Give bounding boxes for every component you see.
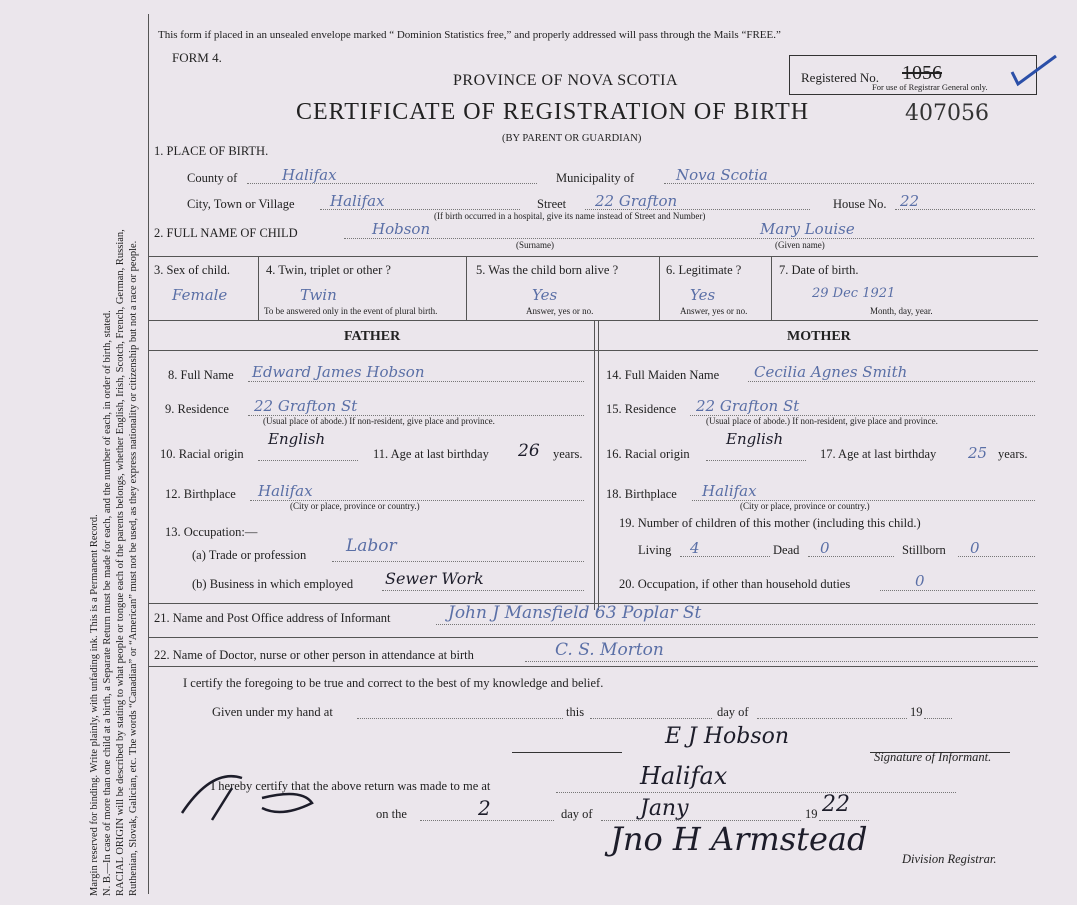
- full-name-line: [344, 238, 1034, 239]
- business-label: (b) Business in which employed: [192, 577, 354, 591]
- municipality-label: Municipality of: [556, 171, 635, 185]
- alive-label: 5. Was the child born alive ?: [476, 263, 619, 277]
- father-age-years: years.: [553, 447, 583, 461]
- dead-label: Dead: [773, 543, 800, 557]
- registration-year: 22: [822, 792, 850, 817]
- informant-signature-caption: Signature of Informant.: [874, 750, 992, 764]
- mother-race-value: English: [726, 430, 784, 448]
- county-label: County of: [187, 171, 238, 185]
- registrar-signature: Jno H Armstead: [610, 820, 868, 858]
- parents-divider: [594, 320, 595, 610]
- alive-note: Answer, yes or no.: [526, 306, 594, 316]
- surname-caption: (Surname): [516, 240, 554, 250]
- city-label: City, Town or Village: [187, 197, 295, 211]
- margin-rule: [148, 14, 149, 894]
- legitimate-note: Answer, yes or no.: [680, 306, 748, 316]
- trade-value: Labor: [346, 536, 397, 556]
- side-line-4: Ruthenian, Slovak, Galician, etc. The words “Canadian” or “American” must not be used, as they express nationality or citizenship but not a race or people.: [128, 240, 139, 896]
- mother-name-label: 14. Full Maiden Name: [606, 368, 720, 382]
- province-heading: PROVINCE OF NOVA SCOTIA: [453, 72, 679, 89]
- this-line: [590, 718, 712, 719]
- mother-birthplace-label: 18. Birthplace: [606, 487, 677, 501]
- sex-label: 3. Sex of child.: [154, 263, 231, 277]
- day-of-line: [757, 718, 907, 719]
- father-name-line: [248, 381, 584, 382]
- doctor-line: [525, 661, 1035, 662]
- mother-birthplace-note: (City or place, province or country.): [740, 501, 870, 511]
- division-registrar-caption: Division Registrar.: [902, 852, 997, 866]
- side-line-3: RACIAL ORIGIN will be described by stating to what people or tongue each of the parents belongs, whether English, Irish, Scotch, French, German, Russian,: [115, 229, 126, 896]
- grid-divider-4: [771, 256, 772, 320]
- hereby-line: [556, 792, 956, 793]
- on-the-line: [420, 820, 554, 821]
- registrar-initials-icon: [172, 758, 332, 830]
- hospital-note: (If birth occurred in a hospital, give its name instead of Street and Number): [434, 211, 706, 221]
- given-hand-label: Given under my hand at: [212, 705, 333, 719]
- mother-age-years: years.: [998, 447, 1028, 461]
- mother-residence-value: 22 Grafton St: [696, 397, 800, 415]
- mother-name-line: [748, 381, 1035, 382]
- house-label: House No.: [833, 197, 887, 211]
- registered-note: For use of Registrar General only.: [872, 82, 988, 92]
- rule-parents-top: [148, 320, 1038, 321]
- rule-parents-header: [148, 350, 1038, 351]
- father-age-label: 11. Age at last birthday: [373, 447, 489, 461]
- legitimate-value: Yes: [690, 286, 716, 304]
- children-label: 19. Number of children of this mother (including this child.): [619, 516, 921, 530]
- father-race-line: [258, 460, 358, 461]
- mail-notice: This form if placed in an unsealed envelope marked “ Dominion Statistics free,” and properly addressed will pass through the Mails “FREE.”: [158, 29, 781, 41]
- mother-occupation-line: [880, 590, 1035, 591]
- dob-value: 29 Dec 1921: [812, 286, 896, 301]
- mother-residence-note: (Usual place of abode.) If non-resident, give place and province.: [706, 416, 938, 426]
- surname-value: Hobson: [372, 220, 431, 238]
- father-heading: FATHER: [344, 329, 401, 344]
- mother-race-line: [706, 460, 806, 461]
- checkmark-icon: [1008, 52, 1060, 92]
- twin-note: To be answered only in the event of plural birth.: [264, 306, 438, 316]
- grid-divider-1: [258, 256, 259, 320]
- grid-divider-2: [466, 256, 467, 320]
- alive-value: Yes: [532, 286, 558, 304]
- side-margin-text: [88, 36, 140, 896]
- occupation-label: 13. Occupation:—: [165, 525, 258, 539]
- doctor-label: 22. Name of Doctor, nurse or other person in attendance at birth: [154, 648, 474, 662]
- father-age-value: 26: [518, 441, 540, 461]
- informant-label: 21. Name and Post Office address of Informant: [154, 611, 391, 625]
- form-number: FORM 4.: [172, 50, 222, 65]
- side-margin: [74, 0, 154, 905]
- father-race-label: 10. Racial origin: [160, 447, 244, 461]
- side-line-2: N. B.—In case of more than one child at a birth, a Separate Return must be made for each, and the number of each, in order of birth, stated.: [102, 310, 113, 896]
- day-of-label: day of: [717, 705, 749, 719]
- title-number: 407056: [905, 101, 989, 126]
- municipality-value: Nova Scotia: [676, 166, 768, 184]
- mother-heading: MOTHER: [787, 329, 851, 344]
- given-name-value: Mary Louise: [760, 220, 855, 238]
- doctor-value: C. S. Morton: [555, 640, 664, 660]
- father-birthplace-note: (City or place, province or country.): [290, 501, 420, 511]
- stillborn-label: Stillborn: [902, 543, 946, 557]
- given-name-caption: (Given name): [775, 240, 825, 250]
- hereby-label: I hereby certify that the above return was made to me at: [211, 779, 491, 793]
- mother-occupation-label: 20. Occupation, if other than household duties: [619, 577, 851, 591]
- this-label: this: [566, 705, 585, 719]
- stillborn-value: 0: [970, 539, 980, 557]
- trade-line: [332, 561, 584, 562]
- county-value: Halifax: [282, 166, 337, 184]
- registered-label: Registered No.: [801, 70, 879, 85]
- twin-label: 4. Twin, triplet or other ?: [266, 263, 391, 277]
- mother-occupation-value: 0: [915, 572, 925, 590]
- living-value: 4: [690, 539, 700, 557]
- city-value: Halifax: [330, 192, 385, 210]
- mother-name-value: Cecilia Agnes Smith: [754, 363, 908, 381]
- certify-text: I certify the foregoing to be true and correct to the best of my knowledge and belief.: [183, 676, 604, 690]
- given-hand-line: [357, 718, 563, 719]
- living-label: Living: [638, 543, 672, 557]
- father-race-value: English: [268, 430, 326, 448]
- street-value: 22 Grafton: [595, 192, 678, 210]
- registration-day: 2: [478, 796, 491, 820]
- informant-line: [436, 624, 1035, 625]
- subtitle: (BY PARENT OR GUARDIAN): [502, 133, 642, 144]
- twin-value: Twin: [300, 286, 337, 304]
- business-line: [382, 590, 584, 591]
- father-residence-label: 9. Residence: [165, 402, 229, 416]
- house-value: 22: [900, 192, 920, 210]
- dead-value: 0: [820, 539, 830, 557]
- informant-signature: E J Hobson: [665, 724, 790, 749]
- informant-value: John J Mansfield 63 Poplar St: [448, 603, 702, 623]
- page-title: CERTIFICATE OF REGISTRATION OF BIRTH: [296, 99, 810, 125]
- day-of2-label: day of: [561, 807, 593, 821]
- trade-label: (a) Trade or profession: [192, 548, 307, 562]
- mother-age-value: 25: [968, 444, 988, 462]
- street-label: Street: [537, 197, 567, 211]
- grid-divider-3: [659, 256, 660, 320]
- year2-prefix-label: 19: [805, 807, 818, 821]
- mother-residence-label: 15. Residence: [606, 402, 677, 416]
- registration-month: Jany: [640, 796, 689, 821]
- year-prefix-label: 19: [910, 705, 923, 719]
- father-residence-value: 22 Grafton St: [254, 397, 358, 415]
- business-value: Sewer Work: [385, 569, 484, 588]
- father-name-value: Edward James Hobson: [252, 363, 425, 381]
- father-residence-note: (Usual place of abode.) If non-resident, give place and province.: [263, 416, 495, 426]
- parents-divider-2: [598, 320, 599, 610]
- side-line-1: Margin reserved for binding. Write plainly, with unfading ink. This is a Permanent Record.: [89, 514, 100, 896]
- father-birthplace-value: Halifax: [258, 482, 313, 500]
- legitimate-label: 6. Legitimate ?: [666, 263, 742, 277]
- dob-note: Month, day, year.: [870, 306, 933, 316]
- dob-label: 7. Date of birth.: [779, 263, 859, 277]
- father-name-label: 8. Full Name: [168, 368, 234, 382]
- full-name-label: 2. FULL NAME OF CHILD: [154, 226, 298, 240]
- registration-place: Halifax: [640, 762, 728, 790]
- signature-line-left: [512, 752, 622, 753]
- rule-certify: [148, 666, 1038, 667]
- registered-number: 1056: [902, 62, 942, 84]
- sex-value: Female: [172, 286, 228, 304]
- mother-age-label: 17. Age at last birthday: [820, 447, 937, 461]
- place-of-birth-label: 1. PLACE OF BIRTH.: [154, 144, 269, 158]
- mother-birthplace-value: Halifax: [702, 482, 757, 500]
- year-line: [924, 718, 952, 719]
- mother-race-label: 16. Racial origin: [606, 447, 690, 461]
- on-the-label: on the: [376, 807, 407, 821]
- rule-top-grid: [148, 256, 1038, 257]
- rule-doctor: [148, 637, 1038, 638]
- father-birthplace-label: 12. Birthplace: [165, 487, 236, 501]
